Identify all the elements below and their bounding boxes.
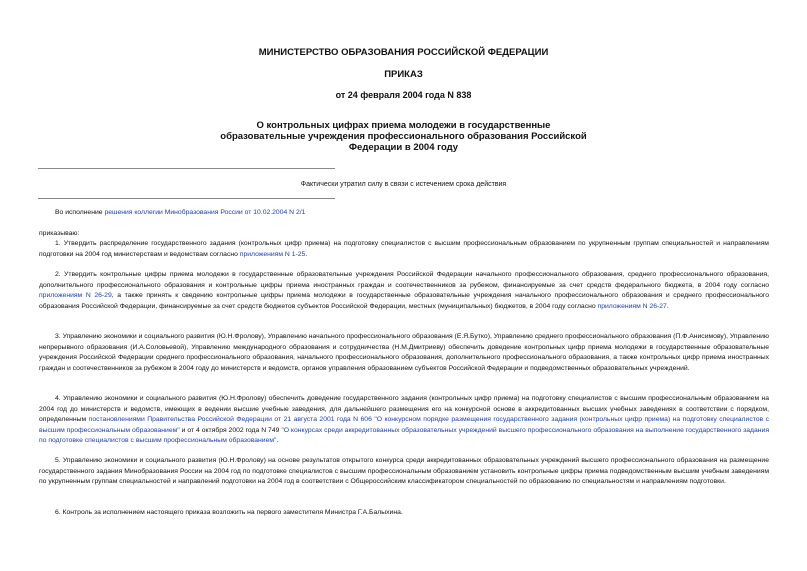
- item-1-tail: .: [305, 250, 308, 258]
- item-1: [39, 239, 769, 260]
- item-2-tail: .: [666, 302, 669, 310]
- item-2: [39, 270, 769, 312]
- appendix-1-25-link[interactable]: приложениям N 1-25: [239, 250, 306, 258]
- item-1-text: 1. Утвердить распределение государственного задания (контрольных цифр приема) на подготовку специалистов с высшим профессиональным образованием по укрупненным группам специальностей и направлениям подготовки на 2004 год министерствам и ведомствам согласно: [39, 240, 769, 258]
- document-date-number: от 24 февраля 2004 года N 838: [335, 90, 472, 100]
- item-2-text: 2. Утвердить контрольные цифры приема молодежи в государственные образовательные учреждения Российской Федерации начального профессионального образования, среднего профессионального образования, дополнительного профессионального образования и контрольные цифры приема иностранных граждан и соотечественников за рубежом, финансируемые за счет средств федерального бюджета, в 2004 году согласно: [39, 271, 769, 289]
- appendix-26-27-link[interactable]: приложениям N 26-27: [597, 302, 667, 310]
- item-3-text: 3. Управлению экономики и социального развития (Ю.Н.Фролову), Управлению начального профессионального образования (Е.Я.Бутко), Управлению среднего профессионального образования (П.Ф.Анисимову), Управлению непрерывного образования (И.А.Соловьевой), Управлению международного образования и сотрудничества (Н.М.Дмитриеву) обеспечить доведение контрольных цифр приема молодежи в государственные образовательные учреждения Российской Федерации среднего профессионального образования, начального профессионального образования, дополнительного профессионального образования, а также контрольных цифр приема иностранных граждан и соотечественников за рубежом в 2004 году до министерств и ведомств, органов управления образованием субъектов Российской Федерации и подведомственных образовательных учреждений.: [39, 333, 769, 372]
- government-decree-749-link[interactable]: "О конкурсах среди аккредитованных образовательных учреждений высшего профессионального образования на выполнение государственного задания по подготовке специалистов с высшим профессиональным образованием": [39, 426, 770, 444]
- government-decree-606-link[interactable]: постановлениями Правительства Российской Федерации от 21 августа 2001 года N 606 "О конкурсном порядке размещения государственного задания (контрольных цифр приема) на подготовку специалистов с высшим профессиональным образованием": [39, 416, 769, 434]
- order-word-text: приказываю:: [39, 230, 80, 237]
- collegium-decision-link[interactable]: решения коллегии Минобразования России от 10.02.2004 N 2/1: [104, 209, 306, 216]
- document-title: [0, 120, 807, 153]
- document-title-line: О контрольных цифрах приема молодежи в государственные: [256, 120, 551, 131]
- item-3: [39, 332, 769, 374]
- document-type-heading: ПРИКАЗ: [384, 69, 423, 80]
- ministry-heading: МИНИСТЕРСТВО ОБРАЗОВАНИЯ РОССИЙСКОЙ ФЕДЕРАЦИИ: [258, 47, 549, 58]
- status-notice: Фактически утратил силу в связи с истечением срока действия: [300, 181, 507, 188]
- item-6-text: 6. Контроль за исполнением настоящего приказа возложить на первого заместителя Министра Г.А.Балыхина.: [55, 509, 403, 516]
- item-4-tail: .: [276, 437, 279, 444]
- item-5-text: 5. Управлению экономики и социального развития (Ю.Н.Фролову) на основе результатов открытого конкурса среди аккредитованных образовательных учреждений высшего профессионального образования на размещение государственного задания Минобразования России на 2004 год по подготовке специалистов с высшим профессиональным образованием установить контрольные цифры приема подведомственным высшим учебным заведениям по укрупненным группам специальностей и направлений подготовки на 2004 год в соответствии с Общероссийским классификатором специальностей по образованию по специальностям и направлениям подготовки.: [39, 457, 769, 485]
- item-5: [39, 456, 769, 488]
- divider-bottom: [38, 198, 335, 199]
- item-4-mid: и от 4 октября 2002 года N 749: [179, 426, 282, 434]
- item-6: [39, 508, 769, 519]
- document-title-line: Федерации в 2004 году: [348, 142, 459, 153]
- document-title-line: образовательные учреждения профессионального образования Российской: [220, 131, 587, 142]
- item-4: [39, 394, 769, 447]
- appendix-26-29-link[interactable]: приложениям N 26-29: [39, 292, 112, 299]
- item-4-text: 4. Управлению экономики и социального развития (Ю.Н.Фролову) обеспечить доведение государственного задания (контрольных цифр приема) на подготовку специалистов с высшим профессиональным образованием на 2004 год до министерств и ведомств, имеющих в ведении высшие учебные заведения, для дальнейшего размещения его на конкурсной основе в аккредитованных высших учебных заведениях в соответствии с порядком, определенным: [39, 395, 769, 423]
- divider-top: [38, 168, 335, 169]
- preamble-text: Во исполнение: [55, 209, 105, 216]
- preamble: [39, 208, 769, 219]
- order-word: [39, 229, 769, 240]
- item-2-mid: , а также принять к сведению контрольные цифры приема молодежи в государственные образовательные учреждения начального профессионального образования и среднего профессионального образования Российской Федерации, финансируемые за счет средств бюджетов субъектов Российской Федерации, местных (муниципальных) бюджетов, в 2004 году согласно: [39, 292, 769, 310]
